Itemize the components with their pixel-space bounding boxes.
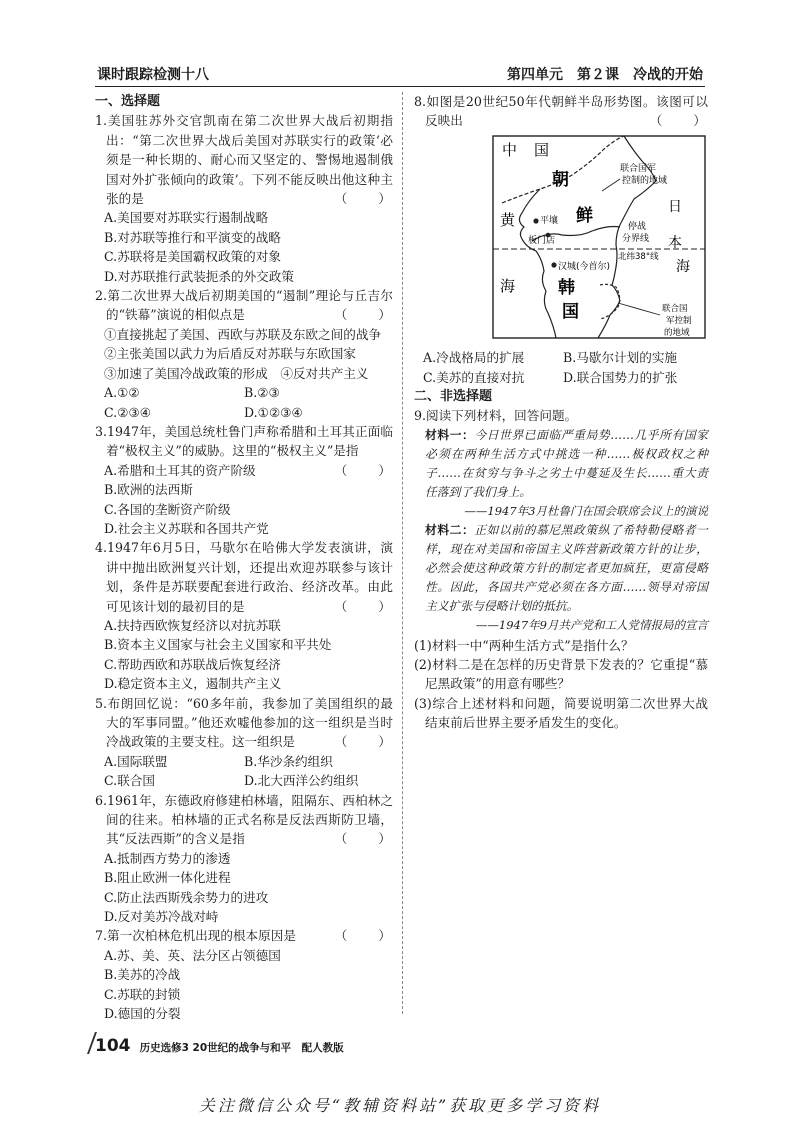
section-choice-title: 一、选择题 [95,94,161,109]
footer-text: 历史选修3 20世纪的战争与和平 配人教版 [139,1042,344,1054]
map-label-sea-right: 海 [676,258,690,275]
map-label-38th-parallel: 北纬38°线 [618,251,659,262]
option: A.抵制西方势力的渗透 [104,850,231,866]
answer-bracket[interactable]: （ ） [649,113,708,129]
answer-bracket[interactable]: （ ） [334,462,393,478]
map-label-ceasefire: 分界线 [622,233,650,244]
map-label-south-korea: 韩 [558,277,575,298]
question-3: 3.1947年，美国总统杜鲁门声称希腊和土耳其正面临着“极权主义”的威胁。这里的“极权主义”是指 （ ） [95,422,393,461]
option: B.欧洲的法西斯 [104,482,193,498]
option: C.各国的垄断资产阶级 [104,501,231,517]
question-6: 6.1961年，东德政府修建柏林墙，阻隔东、西柏林之间的往来。柏林墙的正式名称是反法西斯防卫墙，其“反法西斯”的含义是指 （ ） [95,791,393,849]
map-label-yellow-sea: 黄 [500,210,516,229]
option: C.美苏的直接对抗 [423,369,525,385]
page-number: 104 [95,1036,131,1056]
option-row [95,771,393,790]
sub-question-1: (1)材料一中“两种生活方式”是指什么？ [414,637,634,653]
answer-bracket[interactable]: （ ） [334,831,393,847]
map-label-japan: 日 [668,198,682,215]
option: B.阻止欧洲一体化进程 [104,870,231,886]
watermark-line: 关注微信公众号“教辅资料站”获取更多学习资料 [198,1096,602,1115]
option: D.社会主义苏联和各国共产党 [104,520,269,536]
option: B.对苏联等推行和平演变的战略 [104,229,281,245]
option: C.②③④ [104,404,152,420]
statement: ①直接挑起了美国、西欧与苏联及东欧之间的战争 [104,326,382,342]
answer-bracket[interactable]: （ ） [334,191,393,207]
map-label-korea-north: 朝 [552,169,569,190]
map-label-un-south: 联合国 [662,303,688,314]
question-9: 9.阅读下列材料，回答问题。 [414,408,578,424]
option: A.苏、美、英、法分区占领德国 [104,947,281,963]
map-label-seoul: 汉城(今首尔) [558,261,611,272]
material-1-source: ——1947年3月杜鲁门在国会联席会议上的演说 [464,503,708,518]
option-row [95,403,393,422]
option: B.②③ [244,385,280,401]
option: D.德国的分裂 [104,1006,181,1022]
map-label-un-north: 联合国军 [620,163,657,174]
map-label-un-south: 的地域 [664,327,690,338]
material-2-source: ——1947年9月共产党和工人党情报局的宣言 [475,618,708,633]
option: B.华沙条约组织 [244,753,333,769]
option: A.冷战格局的扩展 [423,350,525,366]
korea-map [492,135,706,339]
option: C.联合国 [104,773,155,789]
answer-bracket[interactable]: （ ） [334,928,393,944]
left-column [95,92,393,1024]
option: C.苏联的封锁 [104,986,181,1002]
answer-bracket[interactable]: （ ） [334,598,393,614]
option: B.马歇尔计划的实施 [563,350,678,366]
sub-question-2: (2)材料二是在怎样的历史背景下发表的？它重提“慕尼黑政策”的用意有哪些？ [414,657,708,692]
map-label-japan: 本 [668,234,682,251]
sub-question-3: (3)综合上述材料和问题，简要说明第二次世界大战结束前后世界主要矛盾发生的变化。 [414,695,708,731]
header-right: 第四单元 第２课 冷战的开始 [507,67,703,83]
option-row [95,383,393,402]
option: D.①②③④ [244,404,303,420]
map-label-panmunjom: 板门店 [528,235,556,246]
option: D.联合国势力的扩张 [563,369,678,385]
map-label-un-south: 军控制 [666,315,692,326]
material-1: 材料一：今日世界已面临严重局势……几乎所有国家必须在两种生活方式中挑选一种……极权政权之种子……在贫穷与争斗之劣土中蔓延及生长……重大责任落到了我们身上。 [425,427,708,499]
option-row [95,752,393,771]
material-2: 材料二：正如以前的慕尼黑政策纵了希特勒侵略者一样，现在对美国和帝国主义阵营新政策方针的让步，必然会使这种政策方针的制定者更加疯狂，更富侵略性。因此，各国共产党必须在各方面……领导对帝国主义扩张与侵略计划的抵抗。 [425,523,708,614]
option: C.防止法西斯残余势力的进攻 [104,889,269,905]
option-row [414,348,708,367]
map-label-un-north: 控制的地域 [622,175,668,186]
map-label-korea-north: 鲜 [576,205,593,226]
question-8: 8.如图是20世纪50年代朝鲜半岛形势图。该图可以反映出 （ ） [414,92,708,131]
option: A.扶持西欧恢复经济以对抗苏联 [104,617,281,633]
option: C.帮助西欧和苏联战后恢复经济 [104,656,281,672]
map-label-china: 中 [502,140,518,159]
footer [95,1036,344,1056]
column-divider [402,92,403,1014]
header-rule [95,86,705,87]
option: A.国际联盟 [104,753,168,769]
map-label-south-korea: 国 [562,301,579,322]
map-label-pyongyang: 平壤 [540,215,559,226]
option: D.对苏联推行武装扼杀的外交政策 [104,268,294,284]
statement: ②主张美国以武力为后盾反对苏联与东欧国家 [104,346,356,362]
map-label-sea-left: 海 [500,276,516,295]
option: B.美苏的冷战 [104,967,181,983]
option: A.①② [104,385,140,401]
question-4: 4.1947年6月5日，马歇尔在哈佛大学发表演讲，演讲中抛出欧洲复兴计划，还提出欢迎苏联参与该计划，条件是苏联要配套进行政治、经济改革。由此可见该计划的最初目的是 （ ） [95,538,393,616]
answer-bracket[interactable]: （ ） [334,307,393,323]
question-5: 5.布朗回忆说：“60多年前，我参加了美国组织的最大的军事同盟。”他还欢嘘他参加的这一组织是当时冷战政策的主要支柱。这一组织是 （ ） [95,694,393,752]
option: D.反对美苏冷战对峙 [104,909,219,925]
option: A.希腊和土耳其的资产阶级 [104,462,256,478]
answer-bracket[interactable]: （ ） [334,734,393,750]
question-2: 2.第二次世界大战后初期美国的“遏制”理论与丘吉尔的“铁幕”演说的相似点是 （ ） [95,286,393,325]
option: C.苏联将是美国霸权政策的对象 [104,249,281,265]
section-open-title: 二、非选择题 [414,389,493,405]
option: B.资本主义国家与社会主义国家和平共处 [104,637,332,653]
question-7: 7.第一次柏林危机出现的根本原因是 （ ） [95,926,393,945]
option: D.稳定资本主义，遏制共产主义 [104,676,282,692]
question-1: 1.美国驻苏外交官凯南在第二次世界大战后初期指出：“第二次世界大战后美国对苏联实行的政策‘必须是一种长期的、耐心而又坚定的、警惕地遏制俄国对外扩张倾向的政策’。下列不能反映出他这种主张的是 （ ） [95,111,393,208]
option: A.美国要对苏联实行遏制战略 [104,210,269,226]
map-label-china: 国 [534,140,550,159]
option: D.北大西洋公约组织 [244,773,359,789]
right-column [414,92,708,733]
map-label-ceasefire: 停战 [628,221,647,232]
header-left: 课时跟踪检测十八 [97,67,209,83]
option-row [414,368,708,387]
statement: ③加速了美国冷战政策的形成 ④反对共产主义 [104,365,369,381]
